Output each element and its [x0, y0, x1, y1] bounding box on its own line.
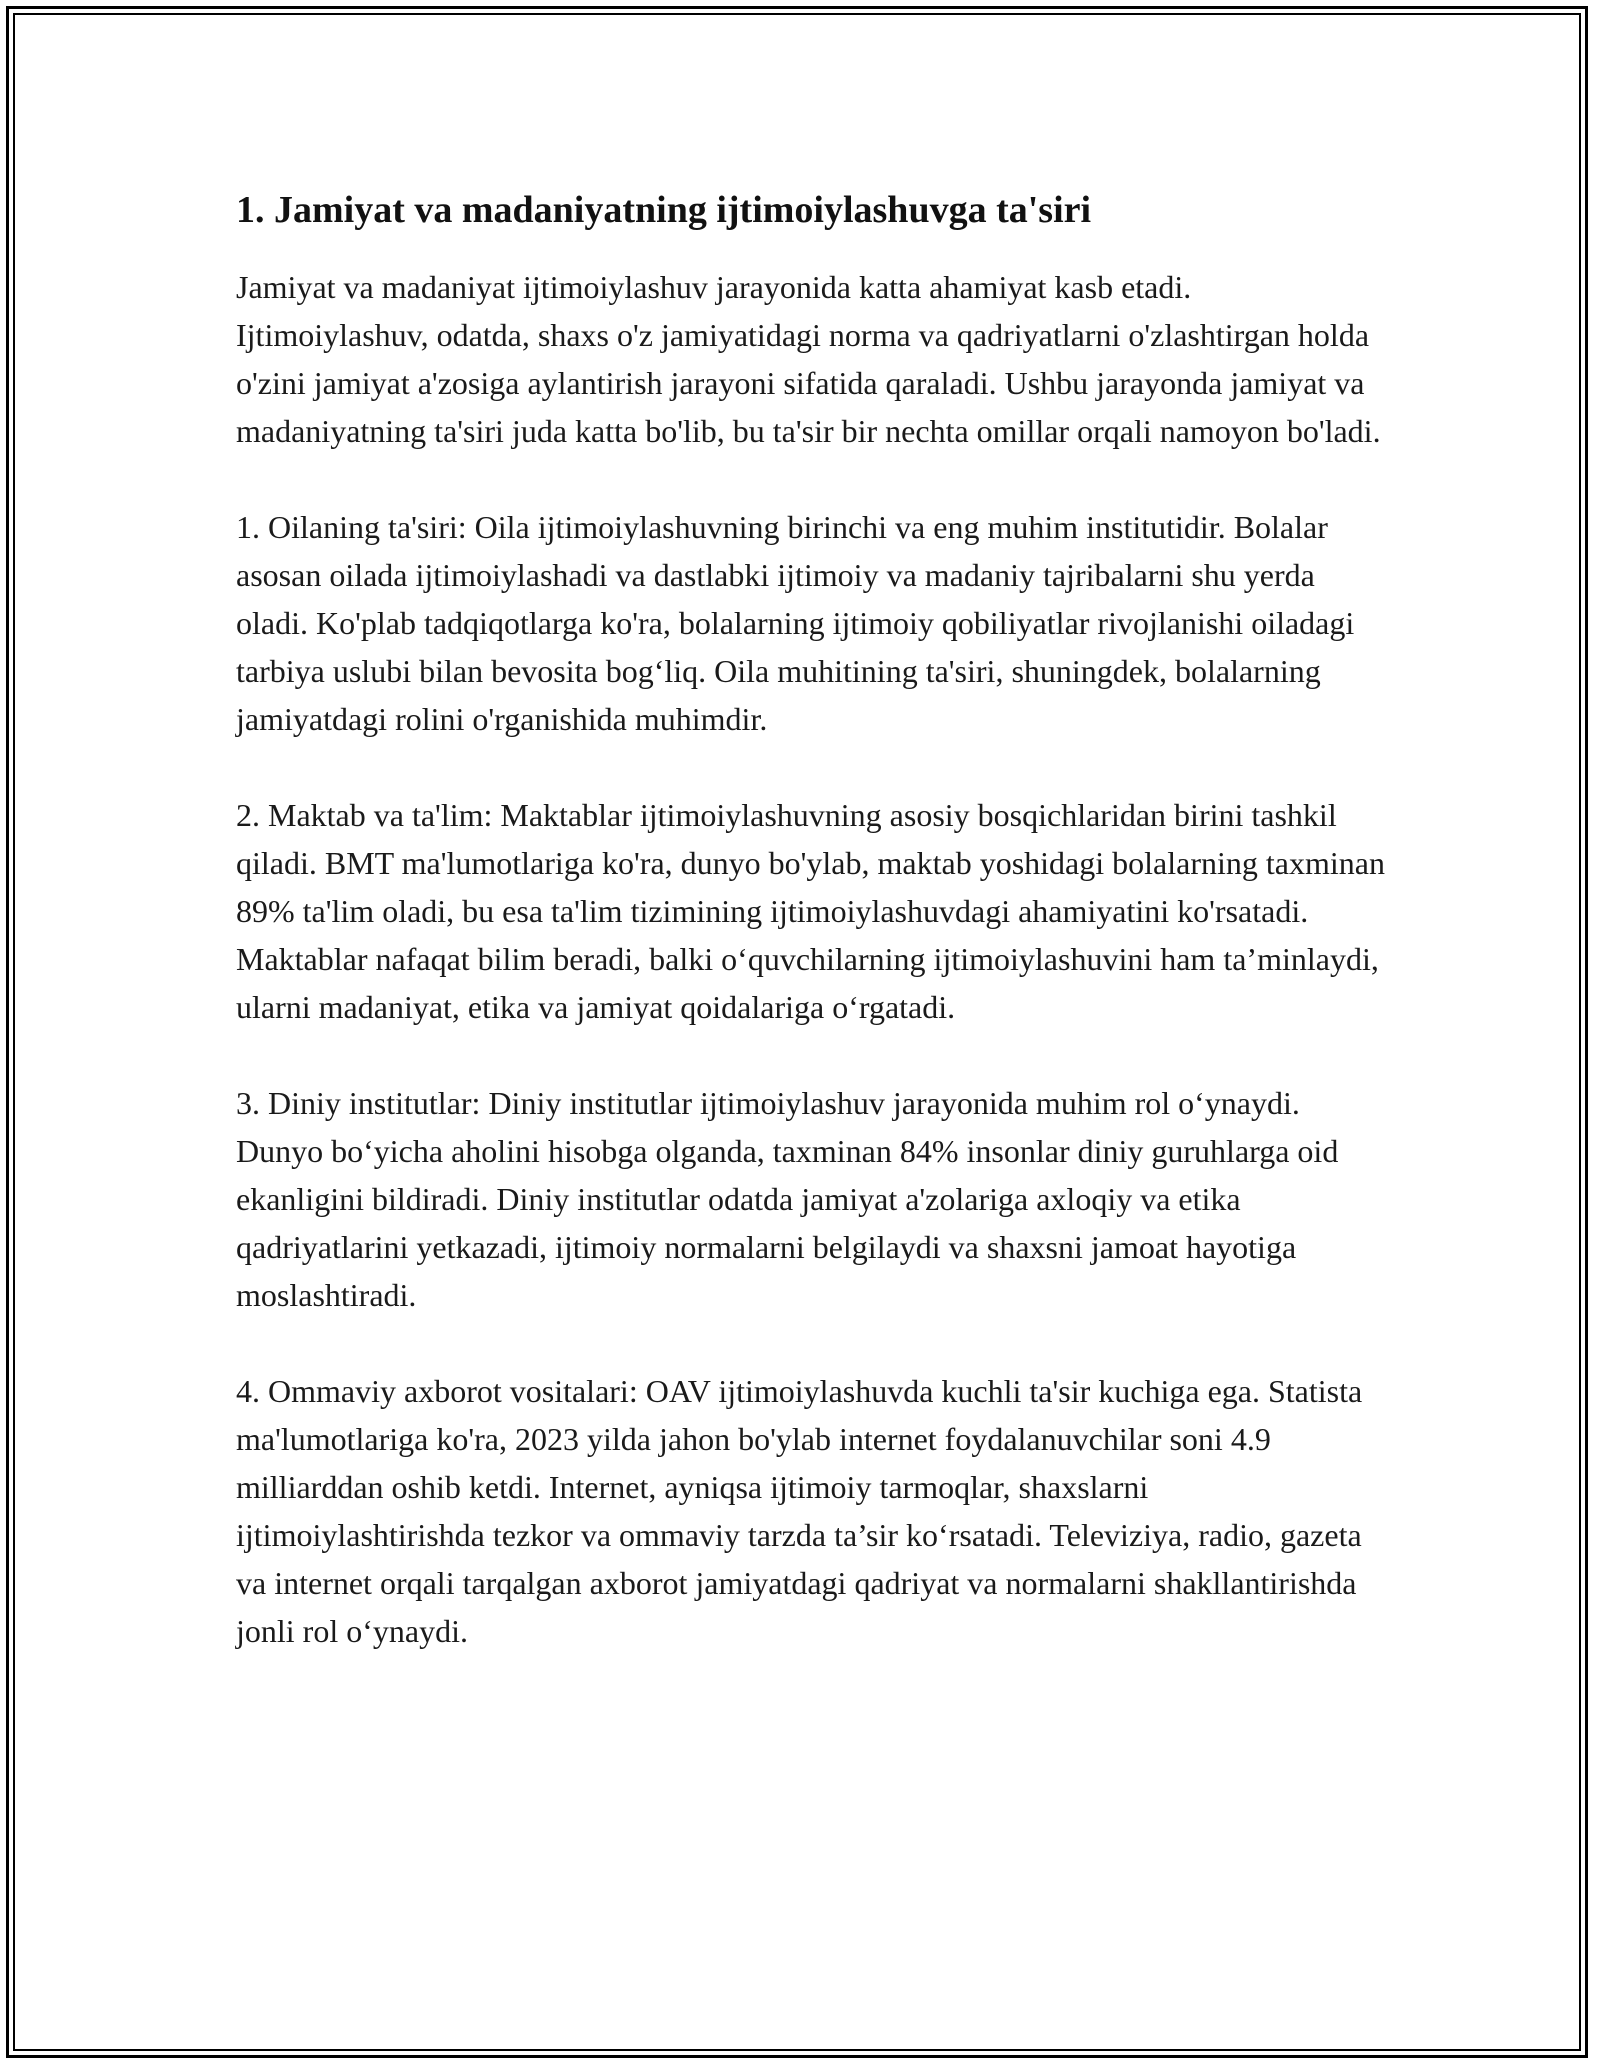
paragraph-family: 1. Oilaning ta'siri: Oila ijtimoiylashuvning birinchi va eng muhim institutidir. Bolalar asosan oilada ijtimoiylashadi va dastlabki ijtimoiy va madaniy tajribalarni shu yerda oladi. Ko'plab tadqiqotlarga ko'ra, bolalarning ijtimoiy qobiliyatlar rivojlanishi oiladagi tarbiya uslubi bilan bevosita bog‘liq. Oila muhitining ta'siri, shuningdek, bolalarning jamiyatdagi rolini o'rganishida muhimdir. — [236, 509, 1355, 738]
document-title: 1. Jamiyat va madaniyatning ijtimoiylashuvga ta'siri — [236, 189, 1092, 231]
paragraph-intro: Jamiyat va madaniyat ijtimoiylashuv jarayonida katta ahamiyat kasb etadi. Ijtimoiylashuv, odatda, shaxs o'z jamiyatidagi norma va qadriyatlarni o'zlashtirgan holda o'zini jamiyat a'zosiga aylantirish jarayoni sifatida qaraladi. Ushbu jarayonda jamiyat va madaniyatning ta'siri juda katta bo'lib, bu ta'sir bir nechta omillar orqali namoyon bo'ladi. — [236, 269, 1381, 450]
paragraph-school: 2. Maktab va ta'lim: Maktablar ijtimoiylashuvning asosiy bosqichlaridan birini tashkil qiladi. BMT ma'lumotlariga ko'ra, dunyo bo'ylab, maktab yoshidagi bolalarning taxminan 89% ta'lim oladi, bu esa ta'lim tizimining ijtimoiylashuvdagi ahamiyatini ko'rsatadi. Maktablar nafaqat bilim beradi, balki o‘quvchilarning ijtimoiylashuvini ham ta’minlaydi, ularni madaniyat, etika va jamiyat qoidalariga o‘rgatadi. — [236, 797, 1385, 1026]
document-body — [236, 186, 1386, 1703]
paragraph-media: 4. Ommaviy axborot vositalari: OAV ijtimoiylashuvda kuchli ta'sir kuchiga ega. Statista ma'lumotlariga ko'ra, 2023 yilda jahon bo'ylab internet foydalanuvchilar soni 4.9 milliarddan oshib ketdi. Internet, ayniqsa ijtimoiy tarmoqlar, shaxslarni ijtimoiylashtirishda tezkor va ommaviy tarzda ta’sir ko‘rsatadi. Televiziya, radio, gazeta va internet orqali tarqalgan axborot jamiyatdagi qadriyat va normalarni shakllantirishda jonli rol o‘ynaydi. — [236, 1373, 1363, 1650]
paragraph-religion: 3. Diniy institutlar: Diniy institutlar ijtimoiylashuv jarayonida muhim rol o‘ynaydi. Dunyo bo‘yicha aholini hisobga olganda, taxminan 84% insonlar diniy guruhlarga oid ekanligini bildiradi. Diniy institutlar odatda jamiyat a'zolariga axloqiy va etika qadriyatlarini yetkazadi, ijtimoiy normalarni belgilaydi va shaxsni jamoat hayotiga moslashtiradi. — [236, 1085, 1339, 1314]
